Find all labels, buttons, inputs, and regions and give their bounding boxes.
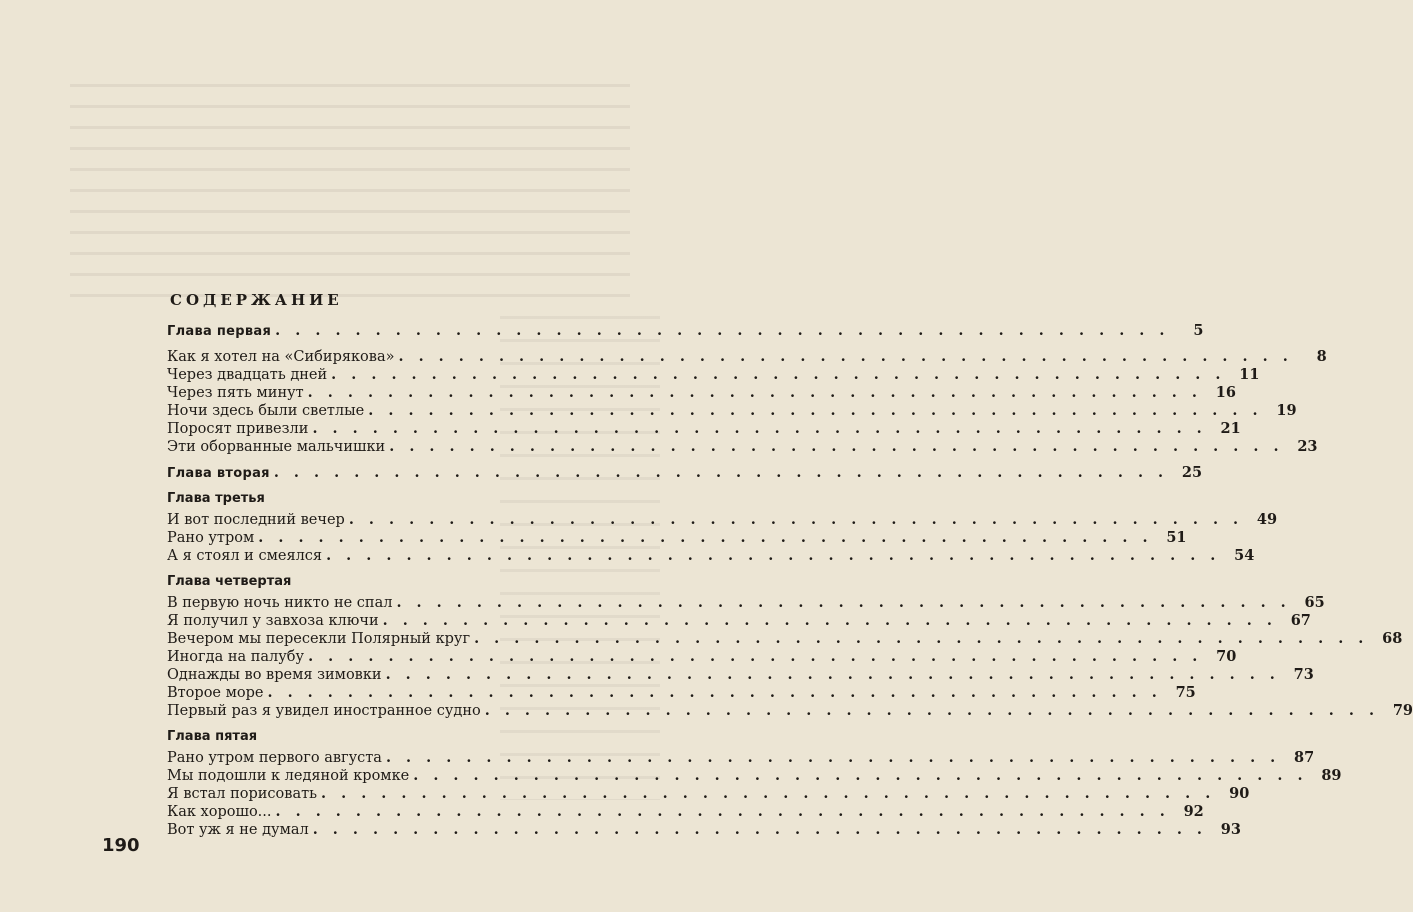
page-ref: 92 <box>1183 803 1204 820</box>
page-ref: 49 <box>1256 511 1278 528</box>
entry-title: Рано утром <box>167 530 255 546</box>
entry-title: А я стоял и смеялся <box>167 548 323 564</box>
toc-chapter <box>167 464 1203 482</box>
dot-leader: . . . . . . . . . . . . . . . . . . . . . . . . . . . . . . . . . . . . . . . . . . . . . <box>331 366 1226 383</box>
dot-leader: . . . . . . . . . . . . . . . . . . . . . . . . . . . . . . . . . . . . . . . . . . . . . <box>385 666 1280 683</box>
entry-title: Второе море <box>167 685 264 701</box>
chapter-title: Глава третья <box>167 491 265 506</box>
page-ref: 93 <box>1220 821 1241 838</box>
toc-entry <box>167 384 1236 402</box>
page-ref: 51 <box>1166 529 1187 546</box>
dot-leader: . . . . . . . . . . . . . . . . . . . . . . . . . . . . . . . . . . . . . . . . . . . . . <box>275 803 1170 820</box>
toc-entry <box>167 348 1327 366</box>
toc-entry <box>167 630 1403 648</box>
dot-leader: . . . . . . . . . . . . . . . . . . . . . . . . . . . . . . . . . . . . . . . . . . . . . <box>398 348 1293 365</box>
toc-entry <box>167 529 1187 547</box>
page-ref: 75 <box>1175 684 1196 701</box>
toc-entry <box>167 803 1204 821</box>
entry-title: Ночи здесь были светлые <box>167 403 365 419</box>
page-ref: 67 <box>1290 612 1311 629</box>
entry-title: Однажды во время зимовки <box>167 667 382 683</box>
entry-title: Вечером мы пересекли Полярный круг <box>167 631 471 647</box>
dot-leader: . . . . . . . . . . . . . . . . . . . . . . . . . . . . . . . . . . . . . . . . . . . . . <box>308 648 1203 665</box>
dot-leader: . . . . . . . . . . . . . . . . . . . . . . . . . . . . . . . . . . . . . . . . . . . . . <box>484 702 1380 719</box>
toc-entry <box>167 684 1196 702</box>
page-ref: 5 <box>1193 322 1204 339</box>
page-ref: 23 <box>1297 438 1318 455</box>
entry-title: И вот последний вечер <box>167 512 345 528</box>
toc-entry <box>167 749 1315 767</box>
entry-title: Вот уж я не думал <box>167 822 309 838</box>
page-ref: 19 <box>1276 402 1297 419</box>
toc-entry <box>167 767 1342 785</box>
entry-title: Мы подошли к ледяной кромке <box>167 768 410 784</box>
toc-entry <box>167 547 1255 565</box>
toc-entry <box>167 420 1241 438</box>
toc-entry <box>167 366 1260 384</box>
page-ref: 89 <box>1321 767 1342 784</box>
toc-entry <box>167 438 1318 456</box>
page-ref: 70 <box>1216 648 1237 665</box>
dot-leader: . . . . . . . . . . . . . . . . . . . . . . . . . . . . . . . . . . . . . . . . . . . . . <box>385 749 1281 766</box>
entry-title: Я встал порисовать <box>167 786 318 802</box>
page-ref: 79 <box>1392 702 1413 719</box>
chapter-title: Глава четвертая <box>167 574 292 589</box>
entry-title: Через пять минут <box>167 385 304 401</box>
dot-leader: . . . . . . . . . . . . . . . . . . . . . . . . . . . . . . . . . . . . . . . . . . . . . <box>474 630 1369 647</box>
entry-title: Я получил у завхоза ключи <box>167 613 379 629</box>
toc-entry <box>167 511 1278 529</box>
dot-leader: . . . . . . . . . . . . . . . . . . . . . . . . . . . . . . . . . . . . . . . . . . . . . <box>396 594 1291 611</box>
dot-leader: . . . . . . . . . . . . . . . . . . . . . . . . . . . . . . . . . . . . . . . . . . . . . <box>275 322 1170 339</box>
page-title: СОДЕРЖАНИЕ <box>170 291 343 309</box>
toc-entry <box>167 648 1237 666</box>
toc-chapter <box>167 322 1204 340</box>
entry-title: Рано утром первого августа <box>167 750 382 766</box>
toc-entry <box>167 666 1314 684</box>
page-ref: 68 <box>1382 630 1403 647</box>
page-ref: 11 <box>1239 366 1260 383</box>
dot-leader: . . . . . . . . . . . . . . . . . . . . . . . . . . . . . . . . . . . . . . . . . . . . . <box>307 384 1202 401</box>
show-through-text <box>70 70 630 300</box>
table-of-contents <box>167 322 1413 839</box>
dot-leader: . . . . . . . . . . . . . . . . . . . . . . . . . . . . . . . . . . . . . . . . . . . . . <box>368 402 1263 419</box>
entry-title: Иногда на палубу <box>167 649 305 665</box>
page-ref: 8 <box>1316 348 1327 365</box>
entry-title: Поросят привезли <box>167 421 309 437</box>
dot-leader: . . . . . . . . . . . . . . . . . . . . . . . . . . . . . . . . . . . . . . . . . . . . . <box>312 420 1207 437</box>
toc-entry <box>167 594 1325 612</box>
page-ref: 54 <box>1234 547 1255 564</box>
toc-entry <box>167 612 1311 630</box>
dot-leader: . . . . . . . . . . . . . . . . . . . . . . . . . . . . . . . . . . . . . . . . . . . . . <box>258 529 1153 546</box>
entry-title: Как хорошо... <box>167 804 272 820</box>
entry-title: Как я хотел на «Сибирякова» <box>167 349 395 365</box>
toc-entry <box>167 702 1413 720</box>
dot-leader: . . . . . . . . . . . . . . . . . . . . . . . . . . . . . . . . . . . . . . . . . . . . . <box>413 767 1308 784</box>
dot-leader: . . . . . . . . . . . . . . . . . . . . . . . . . . . . . . . . . . . . . . . . . . . . . <box>348 511 1244 528</box>
entry-title: Эти оборванные мальчишки <box>167 439 386 455</box>
entry-title: Первый раз я увидел иностранное судно <box>167 703 481 719</box>
page-ref: 90 <box>1229 785 1250 802</box>
dot-leader: . . . . . . . . . . . . . . . . . . . . . . . . . . . . . . . . . . . . . . . . . . . . . <box>312 821 1207 838</box>
chapter-title: Глава первая <box>167 324 272 339</box>
dot-leader: . . . . . . . . . . . . . . . . . . . . . . . . . . . . . . . . . . . . . . . . . . . . . <box>389 438 1284 455</box>
page-ref: 25 <box>1181 464 1203 481</box>
page-ref: 87 <box>1294 749 1315 766</box>
toc-entry <box>167 821 1241 839</box>
entry-title: Через двадцать дней <box>167 367 328 383</box>
entry-title: В первую ночь никто не спал <box>167 595 393 611</box>
page-ref: 73 <box>1293 666 1314 683</box>
dot-leader: . . . . . . . . . . . . . . . . . . . . . . . . . . . . . . . . . . . . . . . . . . . . . <box>273 464 1169 481</box>
page-number: 190 <box>102 835 140 856</box>
dot-leader: . . . . . . . . . . . . . . . . . . . . . . . . . . . . . . . . . . . . . . . . . . . . . <box>321 785 1216 802</box>
chapter-title: Глава вторая <box>167 466 270 481</box>
chapter-title: Глава пятая <box>167 729 258 744</box>
dot-leader: . . . . . . . . . . . . . . . . . . . . . . . . . . . . . . . . . . . . . . . . . . . . . <box>267 684 1162 701</box>
toc-entry <box>167 785 1250 803</box>
toc-entry <box>167 402 1297 420</box>
page-ref: 16 <box>1215 384 1236 401</box>
page-ref: 21 <box>1220 420 1241 437</box>
dot-leader: . . . . . . . . . . . . . . . . . . . . . . . . . . . . . . . . . . . . . . . . . . . . . <box>382 612 1277 629</box>
dot-leader: . . . . . . . . . . . . . . . . . . . . . . . . . . . . . . . . . . . . . . . . . . . . . <box>326 547 1221 564</box>
page-ref: 65 <box>1304 594 1325 611</box>
